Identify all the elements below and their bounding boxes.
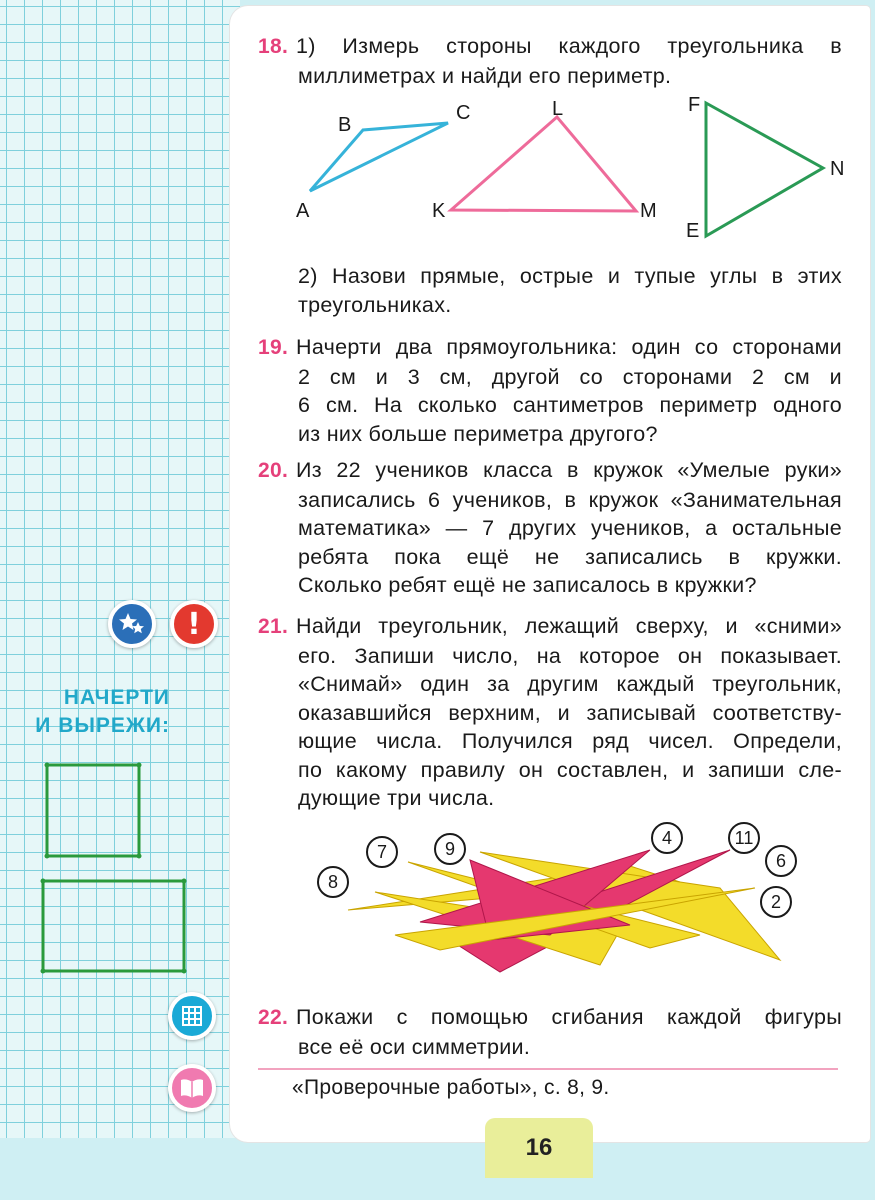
- task-text-line: 6 см. На сколько сантиметров периметр одного: [298, 393, 842, 417]
- vertex-label-m: M: [640, 200, 657, 222]
- task-number: 20.: [258, 459, 289, 482]
- side-title-line-1: НАЧЕРТИ: [63, 686, 170, 709]
- task-text-line: Из 22 учеников класса в кружок «Умелые руки»: [296, 458, 842, 482]
- task-22: [258, 1003, 842, 1061]
- task-18-part-2: [258, 262, 842, 319]
- task-text-line: 1) Измерь стороны каждого треугольника в: [296, 34, 842, 58]
- task-text-line: 2) Назови прямые, острые и тупые углы в этих: [298, 264, 842, 288]
- cut-rectangles: [0, 740, 240, 990]
- task-text-line: Начерти два прямоугольника: один со сторонами: [296, 335, 842, 359]
- triangle-abc: [310, 123, 448, 191]
- vertex-label-n: N: [830, 158, 845, 180]
- rectangle-shape: [43, 881, 184, 971]
- number-bubble: 7: [366, 836, 398, 868]
- task-text-line: все её оси симметрии.: [298, 1034, 531, 1059]
- task-number: 22.: [258, 1006, 289, 1029]
- vertex-label-k: K: [432, 200, 446, 222]
- triangle-klm: [451, 117, 636, 211]
- task-text-line: Покажи с помощью сгибания каждой фигуры: [296, 1005, 842, 1029]
- number-bubble: 6: [765, 845, 797, 877]
- side-title-line-2: И ВЫРЕЖИ:: [35, 714, 170, 737]
- task-number: 19.: [258, 336, 289, 359]
- vertex-label-l: L: [552, 98, 564, 120]
- number-bubble: 8: [317, 866, 349, 898]
- exclamation-icon: !: [170, 600, 218, 648]
- vertex-label-e: E: [686, 220, 700, 242]
- side-title: [18, 684, 170, 740]
- page-number: 16: [485, 1118, 593, 1178]
- vertex-label-c: C: [456, 102, 471, 124]
- task-text-line: Сколько ребят ещё не записалось в кружки?: [298, 573, 757, 597]
- number-bubble: 9: [434, 833, 466, 865]
- task-text-line: ребята пока ещё не записались в кружки.: [298, 544, 842, 569]
- number-bubble: 2: [760, 886, 792, 918]
- task-text-line: Найди треугольник, лежащий сверху, и «сними»: [296, 614, 842, 638]
- task-19: [258, 333, 842, 448]
- workbook-reference: «Проверочные работы», с. 8, 9.: [292, 1076, 610, 1099]
- task-text-line: ющие числа. Получился ряд чисел. Определи,: [298, 729, 842, 753]
- task-text-line: записались 6 учеников, в кружок «Занимательная: [298, 487, 842, 512]
- book-icon: [168, 1064, 216, 1112]
- task-text-line: его. Запиши число, на которое он показывает.: [298, 643, 842, 668]
- task-text-line: треугольниках.: [298, 292, 452, 317]
- task-text-line: оказавшийся верхним, и записывай соответству-: [298, 700, 842, 725]
- reference-divider: [258, 1068, 838, 1070]
- task-21: [258, 612, 842, 813]
- task-text-line: из них больше периметра другого?: [298, 421, 658, 446]
- task-text-line: 2 см и 3 см, другой со сторонами 2 см и: [298, 364, 842, 389]
- task-text-line: «Снимай» один за другим каждый треугольник,: [298, 672, 842, 696]
- task-number: 21.: [258, 615, 289, 638]
- stars-icon: [108, 600, 156, 648]
- task-text-line: дующие три числа.: [298, 786, 495, 810]
- number-bubble: 11: [728, 822, 760, 854]
- vertex-label-a: A: [296, 200, 310, 222]
- bottom-band: [0, 1138, 875, 1200]
- task-20: [258, 456, 842, 600]
- task-number: 18.: [258, 35, 289, 58]
- triangle-fne: [706, 103, 823, 236]
- grid-icon: [168, 992, 216, 1040]
- task-18: [258, 32, 842, 90]
- task-text-line: миллиметрах и найди его периметр.: [298, 63, 672, 88]
- triangles-figure: [290, 90, 850, 250]
- task-text-line: математика» — 7 других учеников, а остальные: [298, 516, 842, 540]
- vertex-label-f: F: [688, 94, 701, 116]
- vertex-label-b: B: [338, 114, 352, 136]
- square-shape: [47, 765, 139, 856]
- number-bubble: 4: [651, 822, 683, 854]
- task-text-line: по какому правилу он составлен, и запиши сле-: [298, 757, 842, 782]
